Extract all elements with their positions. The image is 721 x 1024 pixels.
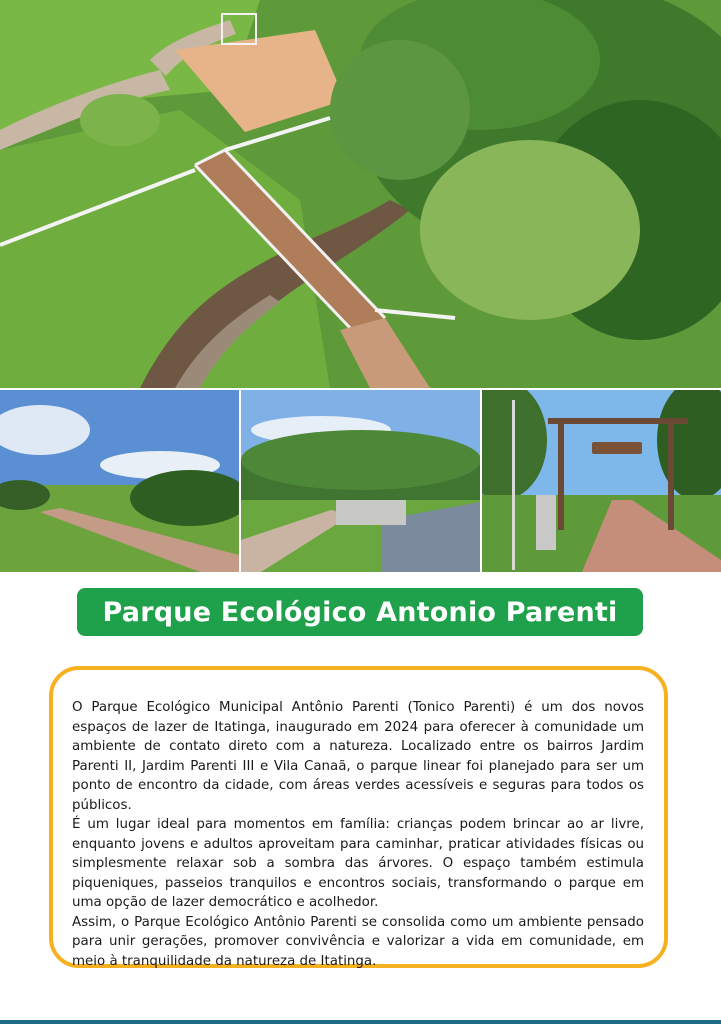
photo-strip xyxy=(0,390,721,572)
description-box xyxy=(49,666,668,968)
hero-aerial-photo xyxy=(0,0,721,388)
title-banner xyxy=(77,588,643,636)
description-paragraph-3: Assim, o Parque Ecológico Antônio Parenti se consolida como um ambiente pensado para unir gerações, promover convivência e valorizar a vida em comunidade, em meio à tranquilidade da natureza de Itatinga. xyxy=(72,914,644,969)
footer-line xyxy=(0,1020,721,1024)
description-paragraph-1: O Parque Ecológico Municipal Antônio Parenti (Tonico Parenti) é um dos novos espaços de lazer de Itatinga, inaugurado em 2024 para oferecer à comunidade um ambiente de contato direto com a natureza. Localizado entre os bairros Jardim Parenti II, Jardim Parenti III e Vila Canaã, o parque linear foi planejado para ser um ponto de encontro da cidade, com áreas verdes acessíveis e seguras para todos os públicos. xyxy=(72,700,644,813)
park-entrance-sign-photo xyxy=(482,390,721,572)
description-paragraph-2: É um lugar ideal para momentos em família: crianças podem brincar ao ar livre, enquanto jovens e adultos aproveitam para caminhar, praticar atividades físicas ou simplesmente relaxar sob a sombra das árvores. O espaço também estimula piqueniques, passeios tranquilos e encontros sociais, transformando o parque em uma opção de lazer democrático e acolhedor. xyxy=(72,817,644,910)
page-title: Parque Ecológico Antonio Parenti xyxy=(102,596,618,628)
creek-spillway-photo xyxy=(241,390,480,572)
park-walkway-photo xyxy=(0,390,239,572)
